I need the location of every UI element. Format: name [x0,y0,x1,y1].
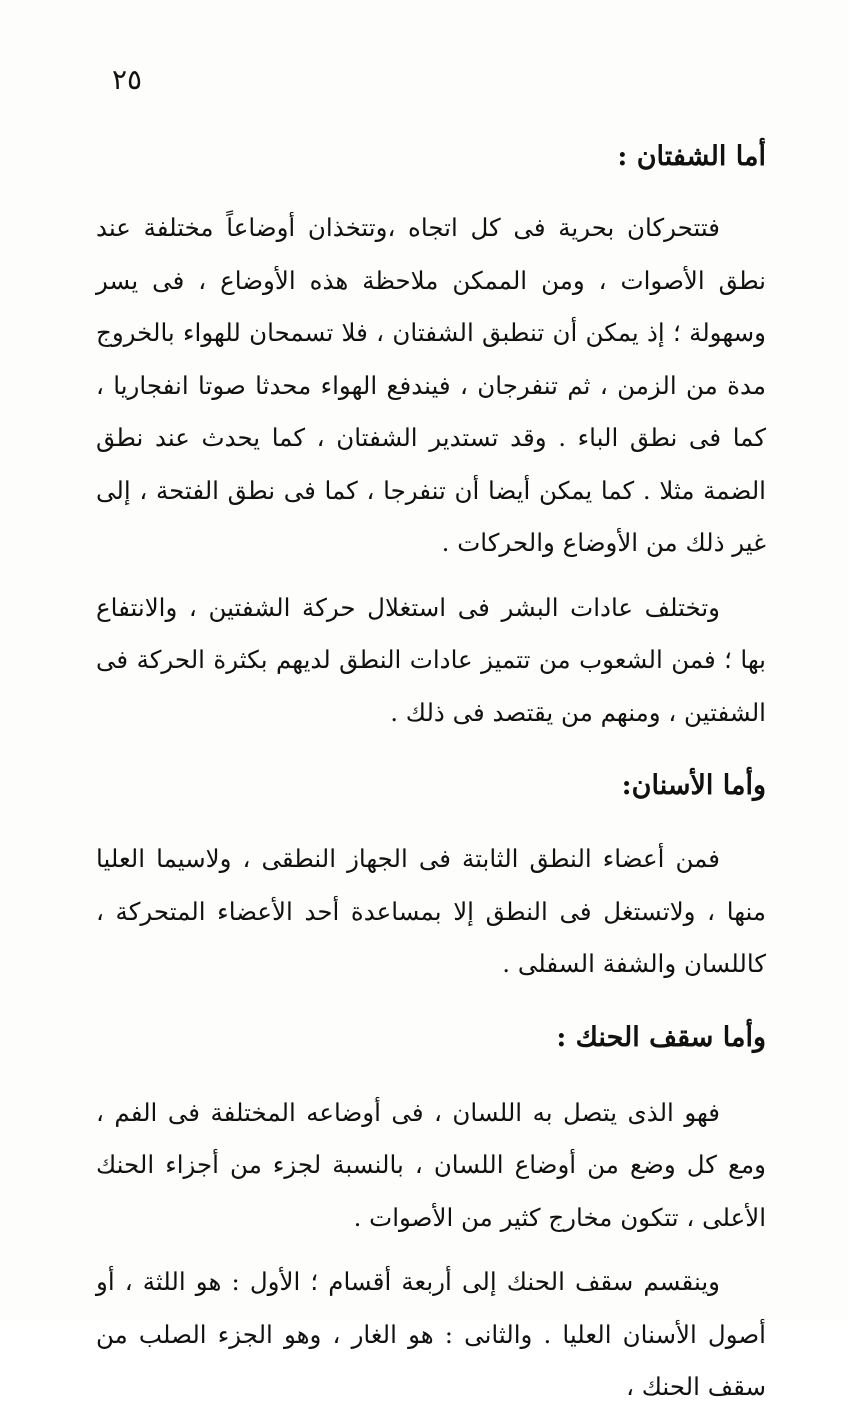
section-heading-palate: وأما سقف الحنك : [556,1021,766,1053]
section-heading-lips: أما الشفتان : [617,141,766,172]
paragraph-lips-movement: فتتحركان بحرية فى كل اتجاه ،وتتخذان أوضاعاً مختلفة عند نطق الأصوات ، ومن الممكن ملاحظة هذه الأوضاع ، فى يسر وسهولة ؛ إذ يمكن أن تنطبق الشفتان ، فلا تسمحان للهواء بالخروج مدة من الزمن ، ثم تنفرجان ، فيندفع الهواء محدثا صوتا انفجاريا ، كما فى نطق الباء . وقد تستدير الشفتان ، كما يحدث عند نطق الضمة مثلا . كما يمكن أيضا أن تنفرجا ، كما فى نطق الفتحة ، إلى غير ذلك من الأوضاع والحركات . [96,213,766,557]
page-number: ٢٥ [112,63,143,96]
section-heading-teeth: وأما الأسنان: [621,770,766,801]
page-body [96,132,766,1414]
paragraph-teeth: فمن أعضاء النطق الثابتة فى الجهاز النطقى ، ولاسيما العليا منها ، ولاتستغل فى النطق إلا بمساعدة أحد الأعضاء المتحركة ، كاللسان والشفة السفلى . [96,844,766,978]
paragraph-palate-tongue: فهو الذى يتصل به اللسان ، فى أوضاعه المختلفة فى الفم ، ومع كل وضع من أوضاع اللسان ، بالنسبة لجزء من أجزاء الحنك الأعلى ، تتكون مخارج كثير من الأصوات . [96,1097,766,1232]
paragraph-lips-habits: وتختلف عادات البشر فى استغلال حركة الشفتين ، والانتفاع بها ؛ فمن الشعوب من تتميز عادات النطق لديهم بكثرة الحركة فى الشفتين ، ومنهم من يقتصد فى ذلك . [96,592,766,727]
paragraph-palate-parts: وينقسم سقف الحنك إلى أربعة أقسام ؛ الأول : هو اللثة ، أو أصول الأسنان العليا . والثانى : هو الغار ، وهو الجزء الصلب من سقف الحنك ، [96,1267,766,1401]
